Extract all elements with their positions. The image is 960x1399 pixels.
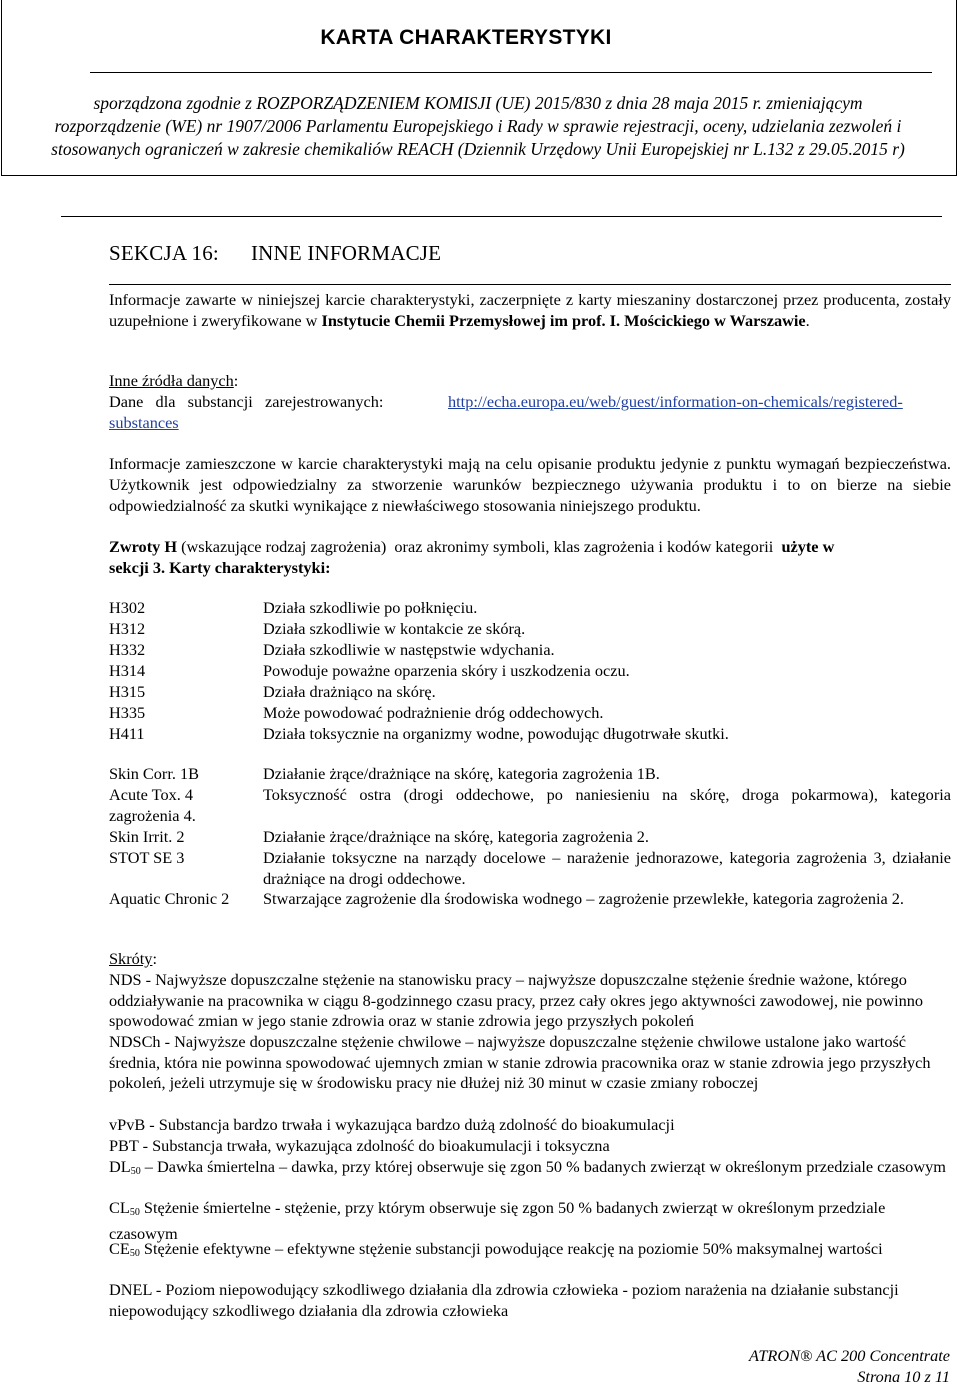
sources-label: Inne źródła danych — [109, 371, 234, 390]
h-code: H314 — [109, 661, 146, 680]
h-code: H411 — [109, 724, 145, 743]
purpose-paragraph: Informacje zamieszczone w karcie charakterystyki mają na celu opisanie produktu jedynie z punktu wymagań bezpieczeństwa. Użytkownik jest odpowiedzialny za stworzenie warunków bezpiecznego używania produktu i to on bierze na siebie odpowiedzialność za skutki wynikające z niewłaściwego stosowania niniejszego produktu. — [109, 454, 951, 515]
abbreviations-label-line — [109, 949, 951, 970]
echa-link[interactable]: http://echa.europa.eu/web/guest/information-on-chemicals/registered- — [448, 392, 903, 411]
h-text: Działa szkodliwie w kontakcie ze skórą. — [263, 619, 526, 638]
dl-text: – Dawka śmiertelna – dawka, przy której obserwuje się zgon 50 % badanych zwierząt w określonym przedziale czasowym — [140, 1157, 946, 1176]
section-name: INNE INFORMACJE — [250, 241, 442, 265]
hazard-text: Działanie toksyczne na narządy docelowe – narażenie jednorazowe, kategoria zagrożenia 3, działanie drażniące na drogi oddechowe. — [263, 848, 951, 888]
hazard-text-cont: zagrożenia 4. — [109, 806, 196, 825]
hazard-code: STOT SE 3 — [109, 848, 185, 867]
sources-colon: : — [233, 371, 239, 390]
section-bottom-divider — [109, 284, 951, 285]
h-text: Działa toksycznie na organizmy wodne, powodując długotrwałe skutki. — [263, 724, 729, 743]
hazard-text: Działanie żrące/drażniące na skórę, kategoria zagrożenia 2. — [263, 827, 649, 846]
echa-link-continued[interactable]: substances — [109, 413, 179, 432]
footer-page-number: Strona 10 z 11 — [857, 1367, 950, 1386]
abbreviations-label: Skróty — [109, 949, 153, 968]
section-top-divider — [61, 216, 942, 217]
dl-prefix: DL — [109, 1157, 131, 1176]
abbr-vpvb: vPvB - Substancja bardzo trwała i wykazująca bardzo dużą zdolność do bioakumulacji — [109, 1115, 675, 1134]
institute-name: Instytucie Chemii Przemysłowej im prof. I. Mościckiego w Warszawie — [321, 311, 806, 330]
h-phrases-section-ref: sekcji 3. Karty charakterystyki: — [109, 558, 331, 577]
dl-subscript: 50 — [130, 1166, 141, 1177]
hazard-text: Toksyczność ostra (drogi oddechowe, po naniesieniu na skórę, droga pokarmowa), kategoria — [263, 785, 951, 804]
h-code: H332 — [109, 640, 146, 659]
intro-end: . — [805, 311, 810, 330]
cl-text: Stężenie śmiertelne - stężenie, przy którym obserwuje się zgon 50 % badanych zwierząt w określonym przedziale czasowym — [109, 1198, 886, 1243]
ce-text: Stężenie efektywne – efektywne stężenie substancji powodujące reakcję na poziomie 50% maksymalnej wartości — [139, 1239, 883, 1258]
hazard-code: Skin Irrit. 2 — [109, 827, 185, 846]
hazard-code: Skin Corr. 1B — [109, 764, 200, 783]
h-phrases-normal: (wskazujące rodzaj zagrożenia) oraz akronimy symboli, klas zagrożenia i kodów kategorii — [177, 537, 782, 556]
section-heading — [109, 241, 441, 266]
abbr-ce50 — [109, 1239, 951, 1265]
intro-paragraph — [109, 289, 951, 331]
abbr-dl50 — [109, 1157, 951, 1183]
h-phrases-used: użyte w — [781, 537, 835, 556]
subtitle-line: sporządzona zgodnie z ROZPORZĄDZENIEM KOMISJI (UE) 2015/830 z dnia 28 maja 2015 r. zmieniającym — [93, 93, 863, 113]
abbr-cl50 — [109, 1198, 951, 1244]
h-code: H315 — [109, 682, 146, 701]
sources-link-cont — [109, 412, 951, 433]
abbreviations-colon: : — [152, 949, 157, 968]
cl-subscript: 50 — [129, 1207, 140, 1218]
regulation-subtitle — [10, 92, 946, 161]
ce-prefix: CE — [109, 1239, 130, 1258]
h-text: Może powodować podrażnienie dróg oddechowych. — [263, 703, 604, 722]
h-code: H312 — [109, 619, 146, 638]
subtitle-line: rozporządzenie (WE) nr 1907/2006 Parlamentu Europejskiego i Rady w sprawie rejestracji, oceny, udzielania zezwoleń i — [54, 116, 902, 136]
hazard-code: Acute Tox. 4 — [109, 785, 194, 804]
intro-text: Informacje zawarte w niniejszej karcie charakterystyki, zaczerpnięte z karty mieszaniny dostarczonej przez producenta, zostały uzupełnione i zweryfikowane w — [109, 290, 951, 330]
hazard-class-cont — [109, 805, 951, 826]
h-code: H302 — [109, 598, 146, 617]
h-code: H335 — [109, 703, 146, 722]
document-title: KARTA CHARAKTERYSTYKI — [320, 26, 612, 49]
cl-prefix: CL — [109, 1198, 130, 1217]
h-text: Powoduje poważne oparzenia skóry i uszkodzenia oczu. — [263, 661, 630, 680]
abbr-dnel: DNEL - Poziom niepowodujący szkodliwego działania dla zdrowia człowieka - poziom narażenia na działanie substancji niepowodujący szkodliwego działania dla zdrowia człowieka — [109, 1280, 899, 1320]
abbr-nds: NDS - Najwyższe dopuszczalne stężenie na stanowisku pracy – najwyższe dopuszczalne stężenie średnie ważone, którego oddziaływanie na pracownika w ciągu 8-godzinnego czasu pracy, przez cały okres jego aktywności zawodowej, nie powinno spowodować zmian w jego stanie zdrowia oraz w stanie zdrowia jego przyszłych pokoleń — [109, 970, 924, 1030]
subtitle-line: stosowanych ograniczeń w zakresie chemikaliów REACH (Dziennik Urzędowy Unii Europejskiej nr L.132 z 29.05.2015 r) — [51, 139, 905, 159]
hazard-text: Stwarzające zagrożenie dla środowiska wodnego – zagrożenie przewlekłe, kategoria zagrożenia 2. — [263, 889, 904, 908]
hazard-text: Działanie żrące/drażniące na skórę, kategoria zagrożenia 1B. — [263, 764, 660, 783]
h-phrases-bold: Zwroty H — [109, 537, 177, 556]
abbr-ndsch: NDSCh - Najwyższe dopuszczalne stężenie chwilowe – najwyższe dopuszczalne stężenie chwilowe ustalone jako wartość średnia, która nie powinna spowodować ujemnych zmian w stanie zdrowia pracownika oraz w stanie zdrowia jego przyszłych pokoleń, jeżeli utrzymuje się w środowisku pracy nie dłużej niż 30 minut w czasie zmiany roboczej — [109, 1032, 931, 1092]
h-text: Działa szkodliwie w następstwie wdychania. — [263, 640, 555, 659]
sources-prefix: Dane dla substancji zarejestrowanych: — [109, 392, 384, 411]
sources-label-line — [109, 370, 951, 391]
ce-subscript: 50 — [129, 1248, 140, 1259]
hazard-code: Aquatic Chronic 2 — [109, 889, 230, 908]
h-phrases-intro — [109, 536, 951, 578]
section-number: SEKCJA 16: — [109, 241, 219, 265]
title-divider — [90, 72, 932, 73]
sources-line — [109, 391, 951, 412]
h-text: Działa szkodliwie po połknięciu. — [263, 598, 478, 617]
footer-product-name: ATRON® AC 200 Concentrate — [749, 1346, 950, 1365]
abbr-pbt: PBT - Substancja trwała, wykazująca zdolność do bioakumulacji i toksyczna — [109, 1136, 610, 1155]
h-text: Działa drażniąco na skórę. — [263, 682, 436, 701]
